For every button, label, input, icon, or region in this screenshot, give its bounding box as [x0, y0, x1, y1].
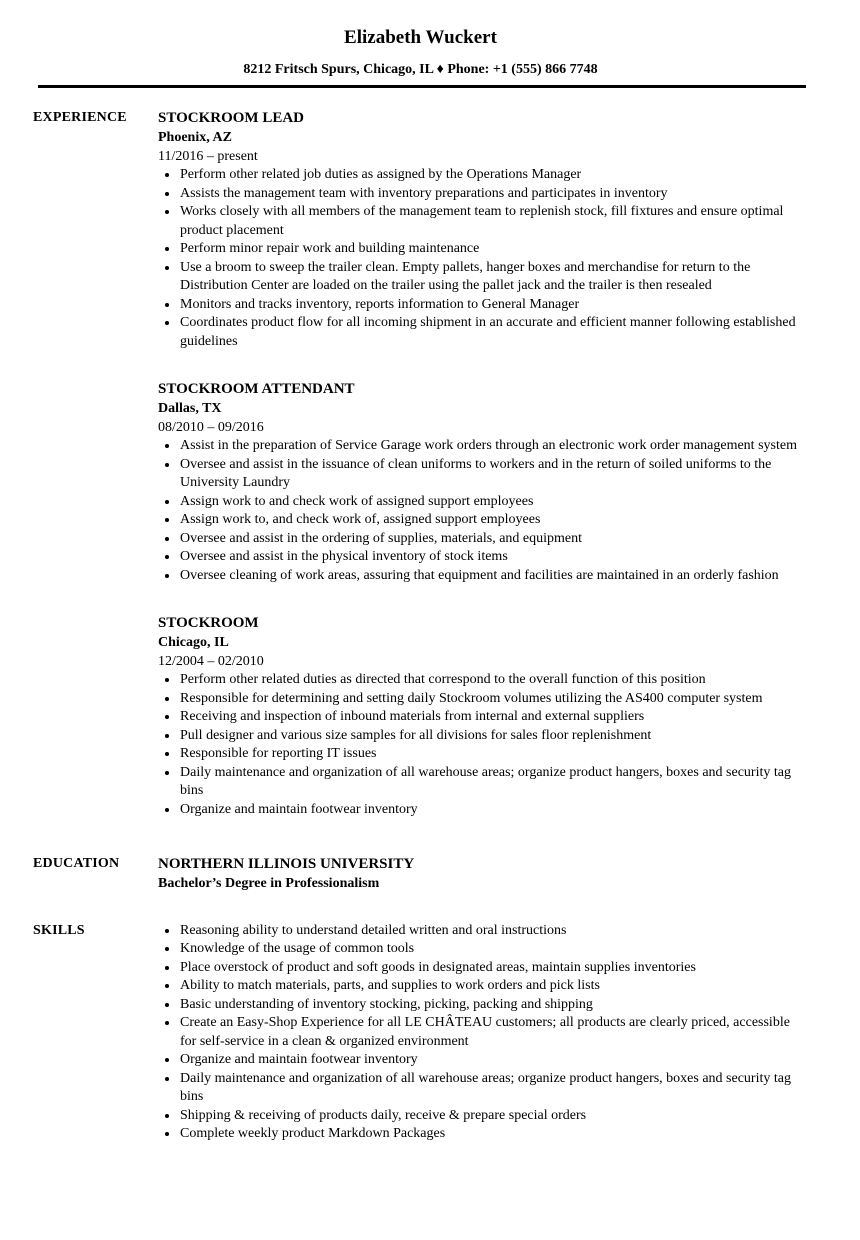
- skills-section: [33, 922, 808, 1144]
- bullet-item: • Create an Easy-Shop Experience for all LE CHÂTEAU customers; all products are clearly priced, accessible for self-service in a clean & organized environment: [179, 1014, 808, 1051]
- education-section-label: EDUCATION: [33, 856, 120, 871]
- bullet-item: • Organize and maintain footwear inventory: [179, 1051, 808, 1070]
- bullet-item: • Organize and maintain footwear inventory: [179, 801, 808, 820]
- job-title: STOCKROOM LEAD: [158, 110, 304, 126]
- header-divider: [38, 85, 806, 88]
- job-location: Phoenix, AZ: [158, 130, 232, 145]
- bullet-item: • Daily maintenance and organization of all warehouse areas; organize product hangers, boxes and security tag bins: [179, 1070, 808, 1107]
- experience-section-body: [158, 109, 808, 819]
- bullet-item: • Perform minor repair work and building maintenance: [179, 240, 808, 259]
- job-location: Chicago, IL: [158, 635, 229, 650]
- bullet-item: • Place overstock of product and soft goods in designated areas, maintain supplies inventories: [179, 959, 808, 978]
- bullet-item: • Works closely with all members of the management team to replenish stock, fill fixtures and ensure optimal product placement: [179, 203, 808, 240]
- job-bullet-list: [158, 671, 808, 819]
- bullet-item: • Knowledge of the usage of common tools: [179, 940, 808, 959]
- job-location: Dallas, TX: [158, 401, 222, 416]
- job-dates: 08/2010 – 09/2016: [158, 419, 264, 435]
- bullet-item: • Oversee and assist in the issuance of clean uniforms to workers and in the return of soiled uniforms to the University Laundry: [179, 456, 808, 493]
- job-entry-stockroom-lead: [158, 109, 808, 351]
- bullet-item: • Monitors and tracks inventory, reports information to General Manager: [179, 296, 808, 315]
- job-dates: 11/2016 – present: [158, 148, 258, 164]
- bullet-item: • Perform other related duties as directed that correspond to the overall function of this position: [179, 671, 808, 690]
- skills-section-body: [158, 922, 808, 1144]
- bullet-item: • Assists the management team with inventory preparations and participates in inventory: [179, 185, 808, 204]
- bullet-item: • Daily maintenance and organization of all warehouse areas; organize product hangers, boxes and security tag bins: [179, 764, 808, 801]
- bullet-item: • Basic understanding of inventory stocking, picking, packing and shipping: [179, 996, 808, 1015]
- education-section-body: [158, 855, 808, 894]
- bullet-item: • Oversee and assist in the ordering of supplies, materials, and equipment: [179, 530, 808, 549]
- bullet-item: • Use a broom to sweep the trailer clean. Empty pallets, hanger boxes and merchandise for return to the Distribution Center are loaded on the trailer using the pallet jack and the trailer is then resealed: [179, 259, 808, 296]
- bullet-item: • Complete weekly product Markdown Packages: [179, 1125, 808, 1144]
- bullet-item: • Reasoning ability to understand detailed written and oral instructions: [179, 922, 808, 941]
- bullet-item: • Perform other related job duties as assigned by the Operations Manager: [179, 166, 808, 185]
- job-title: STOCKROOM: [158, 615, 259, 631]
- education-school: NORTHERN ILLINOIS UNIVERSITY: [158, 856, 415, 872]
- person-name: Elizabeth Wuckert: [344, 27, 497, 48]
- bullet-item: • Assist in the preparation of Service Garage work orders through an electronic work order management system: [179, 437, 808, 456]
- skills-section-label: SKILLS: [33, 922, 85, 938]
- skills-bullet-list: [158, 922, 808, 1144]
- experience-section-label: EXPERIENCE: [33, 110, 127, 125]
- contact-line: 8212 Fritsch Spurs, Chicago, IL ♦ Phone: +1 (555) 866 7748: [243, 62, 598, 77]
- bullet-item: • Responsible for determining and setting daily Stockroom volumes utilizing the AS400 computer system: [179, 690, 808, 709]
- bullet-item: • Pull designer and various size samples for all divisions for sales floor replenishment: [179, 727, 808, 746]
- job-bullet-list: [158, 166, 808, 351]
- job-dates: 12/2004 – 02/2010: [158, 653, 264, 669]
- bullet-item: • Receiving and inspection of inbound materials from internal and external suppliers: [179, 708, 808, 727]
- job-bullet-list: [158, 437, 808, 585]
- experience-section: [33, 109, 808, 819]
- bullet-item: • Assign work to and check work of assigned support employees: [179, 493, 808, 512]
- bullet-item: • Shipping & receiving of products daily, receive & prepare special orders: [179, 1107, 808, 1126]
- job-entry-stockroom-attendant: [158, 380, 808, 585]
- bullet-item: • Coordinates product flow for all incoming shipment in an accurate and efficient manner following established guidelines: [179, 314, 808, 351]
- job-entry-stockroom: [158, 614, 808, 819]
- job-title: STOCKROOM ATTENDANT: [158, 381, 355, 397]
- education-degree: Bachelor’s Degree in Professionalism: [158, 876, 380, 891]
- bullet-item: • Oversee cleaning of work areas, assuring that equipment and facilities are maintained in an orderly fashion: [179, 567, 808, 586]
- bullet-item: • Assign work to, and check work of, assigned support employees: [179, 511, 808, 530]
- education-section: [33, 855, 808, 894]
- bullet-item: • Oversee and assist in the physical inventory of stock items: [179, 548, 808, 567]
- bullet-item: • Ability to match materials, parts, and supplies to work orders and pick lists: [179, 977, 808, 996]
- bullet-item: • Responsible for reporting IT issues: [179, 745, 808, 764]
- resume-header: [33, 26, 808, 78]
